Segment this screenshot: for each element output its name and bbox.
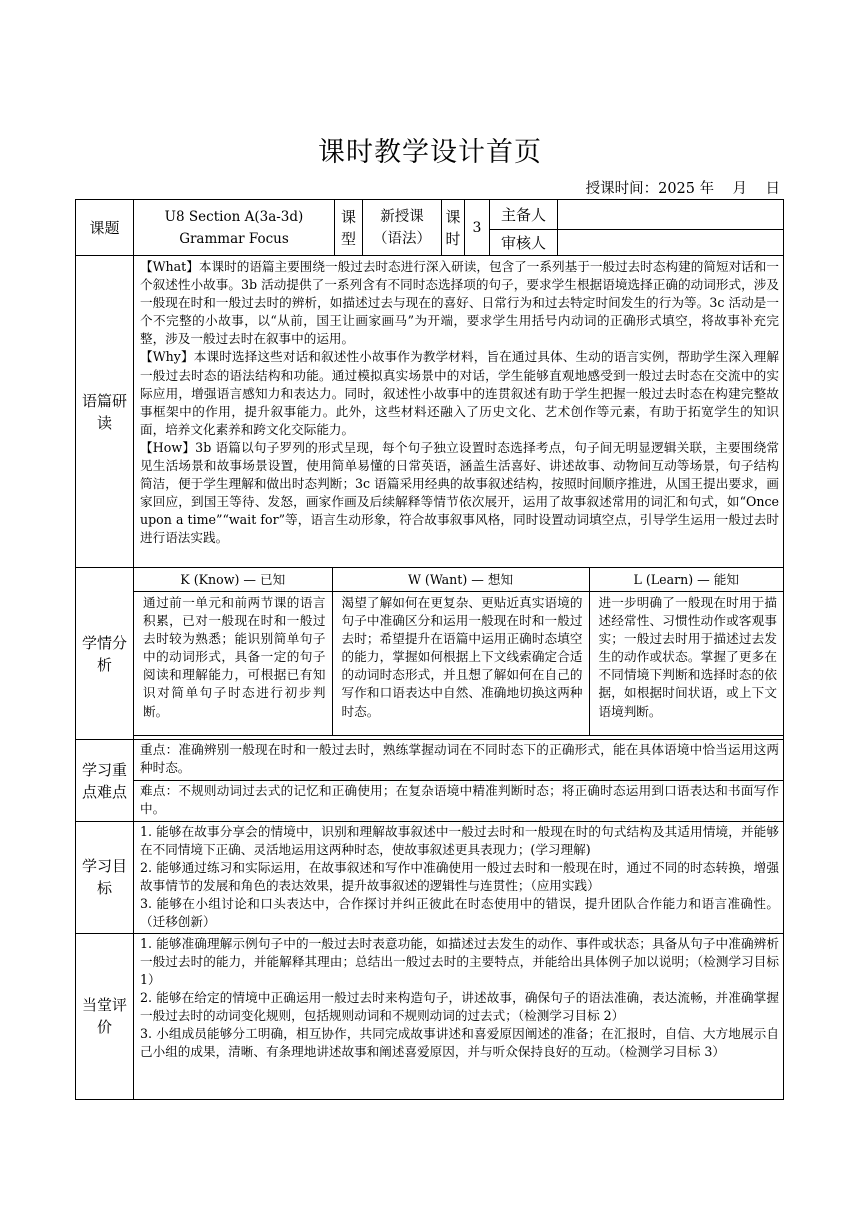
type-value [363, 200, 442, 256]
page-title: 课时教学设计首页 [318, 137, 542, 168]
text-study-label: 语篇研读 [76, 256, 134, 568]
objective-item: 2. 能够通过练习和实际运用，在故事叙述和写作中准确使用一般过去时和一般现在时，通过不同的时态转换，增强故事情节的发展和角色的表达效果，提升故事叙述的逻辑性与连贯性；（应用实践） [140, 860, 779, 894]
topic-value [134, 200, 335, 256]
preparer-label: 主备人 [490, 200, 558, 230]
k-header: K (Know) — 已知 [134, 568, 332, 592]
k-content: 通过前一单元和前两节课的语言积累，已对一般现在时和一般过去时较为熟悉；能识别简单句子中的动词形式，具备一定的句子阅读和理解能力，可根据已有知识对简单句子时态进行初步判断。 [134, 592, 332, 736]
objective-item: 1. 能够在故事分享会的情境中，识别和理解故事叙述中一般过去时和一般现在时的句式结构及其适用情境，并能够在不同情境下正确、灵活地运用这两种时态，使故事叙述更具表现力；(学习理解) [140, 824, 779, 858]
objective-item: 3. 能够在小组讨论和口头表达中，合作探讨并纠正彼此在时态使用中的错误，提升团队合作能力和语言准确性。（迁移创新） [140, 896, 779, 930]
assessment-label: 当堂评价 [76, 933, 134, 1099]
assessment-item: 2. 能够在给定的情境中正确运用一般过去时来构造句子，讲述故事，确保句子的语法准确，表达流畅，并准确掌握一般过去时的动词变化规则，包括规则动词和不规则动词的过去式；（检测学习目标 2） [140, 989, 779, 1023]
text-study-content [134, 256, 784, 568]
difficult-point-content: 难点：不规则动词过去式的记忆和正确使用；在复杂语境中精准判断时态；将正确时态运用到口语表达和书面写作中。 [134, 781, 784, 822]
topic-label: 课题 [76, 200, 134, 256]
lesson-design-table [75, 199, 784, 1100]
topic-line-2: Grammar Focus [179, 230, 289, 247]
text-study-why: 【Why】本课时选择这些对话和叙述性小故事作为教学材料，旨在通过具体、生动的语言实例，帮助学生深入理解一般过去时态的语法结构和功能。通过模拟真实场景中的对话，学生能够直观地感受到一般过去时态在交流中的实际应用，增强语言感知力和表达力。同时，叙述性小故事中的连贯叙述有助于学生把握一般过去时态在构建完整故事框架中的作用，提升叙事能力。此外，这些材料还融入了历史文化、艺术创作等元素，有助于拓宽学生的知识面，培养文化素养和跨文化交际能力。 [140, 349, 779, 437]
kwl-table [134, 568, 783, 736]
teaching-date: 授课时间：2025 年 月 日 [585, 181, 780, 197]
type-value-line-2: （语法） [373, 230, 431, 247]
w-header: W (Want) — 想知 [332, 568, 589, 592]
hours-value: 3 [465, 200, 490, 256]
learner-analysis-label: 学情分析 [76, 568, 134, 740]
reviewer-label: 审核人 [490, 230, 558, 256]
key-point-content: 重点：准确辨别一般现在时和一般过去时，熟练掌握动词在不同时态下的正确形式，能在具体语境中恰当运用这两种时态。 [134, 740, 784, 781]
l-content: 进一步明确了一般现在时用于描述经常性、习惯性动作或客观事实；一般过去时用于描述过去发生的动作或状态。掌握了更多在不同情境下判断和选择时态的依据，如根据时间状语，或上下文语境判断。 [589, 592, 783, 736]
reviewer-value [558, 230, 784, 256]
w-content: 渴望了解如何在更复杂、更贴近真实语境的句子中准确区分和运用一般现在时和一般过去时；希望提升在语篇中运用正确时态填空的能力，掌握如何根据上下文线索确定合适的动词时态形式，并且想了解如何在自己的写作和口语表达中自然、准确地切换这两种时态。 [332, 592, 589, 736]
type-value-line-1: 新授课 [380, 208, 424, 225]
topic-line-1: U8 Section A(3a-3d) [164, 208, 304, 225]
kwl-cell [134, 568, 784, 740]
assessment-item: 1. 能够准确理解示例句子中的一般过去时表意功能，如描述过去发生的动作、事件或状态；具备从句子中准确辨析一般过去时的能力，并能解释其理由；总结出一般过去时的主要特点，并能给出具体例子加以说明；（检测学习目标 1） [140, 935, 779, 987]
text-study-how: 【How】3b 语篇以句子罗列的形式呈现，每个句子独立设置时态选择考点，句子间无明显逻辑关联，主要围绕常见生活场景和故事场景设置，使用简单易懂的日常英语，涵盖生活喜好、讲述故事、动物间互动等场景，句子结构简洁，便于学生理解和做出时态判断；3c 语篇采用经典的故事叙述结构，按照时间顺序推进，从国王提出要求，画家回应，到国王等待、发怒，画家作画及后续解释等情节依次展开，运用了故事叙述常用的词汇和句式，如“Once upon a time”“wait for”等，语言生动形象，符合故事叙事风格，同时设置动词填空点，引导学生运用一般过去时进行语法实践。 [140, 439, 779, 546]
objectives-content [134, 822, 784, 934]
objectives-label: 学习目标 [76, 822, 134, 934]
preparer-value [558, 200, 784, 230]
assessment-content [134, 933, 784, 1099]
hours-label: 课时 [442, 200, 465, 256]
assessment-item: 3. 小组成员能够分工明确，相互协作，共同完成故事讲述和喜爱原因阐述的准备；在汇报时，自信、大方地展示自己小组的成果，清晰、有条理地讲述故事和阐述喜爱原因，并与听众保持良好的互动。（检测学习目标 3） [140, 1026, 779, 1060]
key-points-label: 学习重点难点 [76, 740, 134, 822]
type-label: 课型 [335, 200, 363, 256]
text-study-what: 【What】本课时的语篇主要围绕一般过去时态进行深入研读，包含了一系列基于一般过去时态构建的简短对话和一个叙述性小故事。3b 活动提供了一系列含有不同时态选择项的句子，要求学生根据语境选择正确的动词形式，涉及一般现在时和一般过去时的辨析，如描述过去与现在的喜好、日常行为和过去特定时间发生的行为等。3c 活动是一个不完整的小故事，以“从前，国王让画家画马”为开端，要求学生用括号内动词的正确形式填空，将故事补充完整，涉及一般过去时在叙事中的运用。 [140, 259, 779, 347]
l-header: L (Learn) — 能知 [589, 568, 783, 592]
